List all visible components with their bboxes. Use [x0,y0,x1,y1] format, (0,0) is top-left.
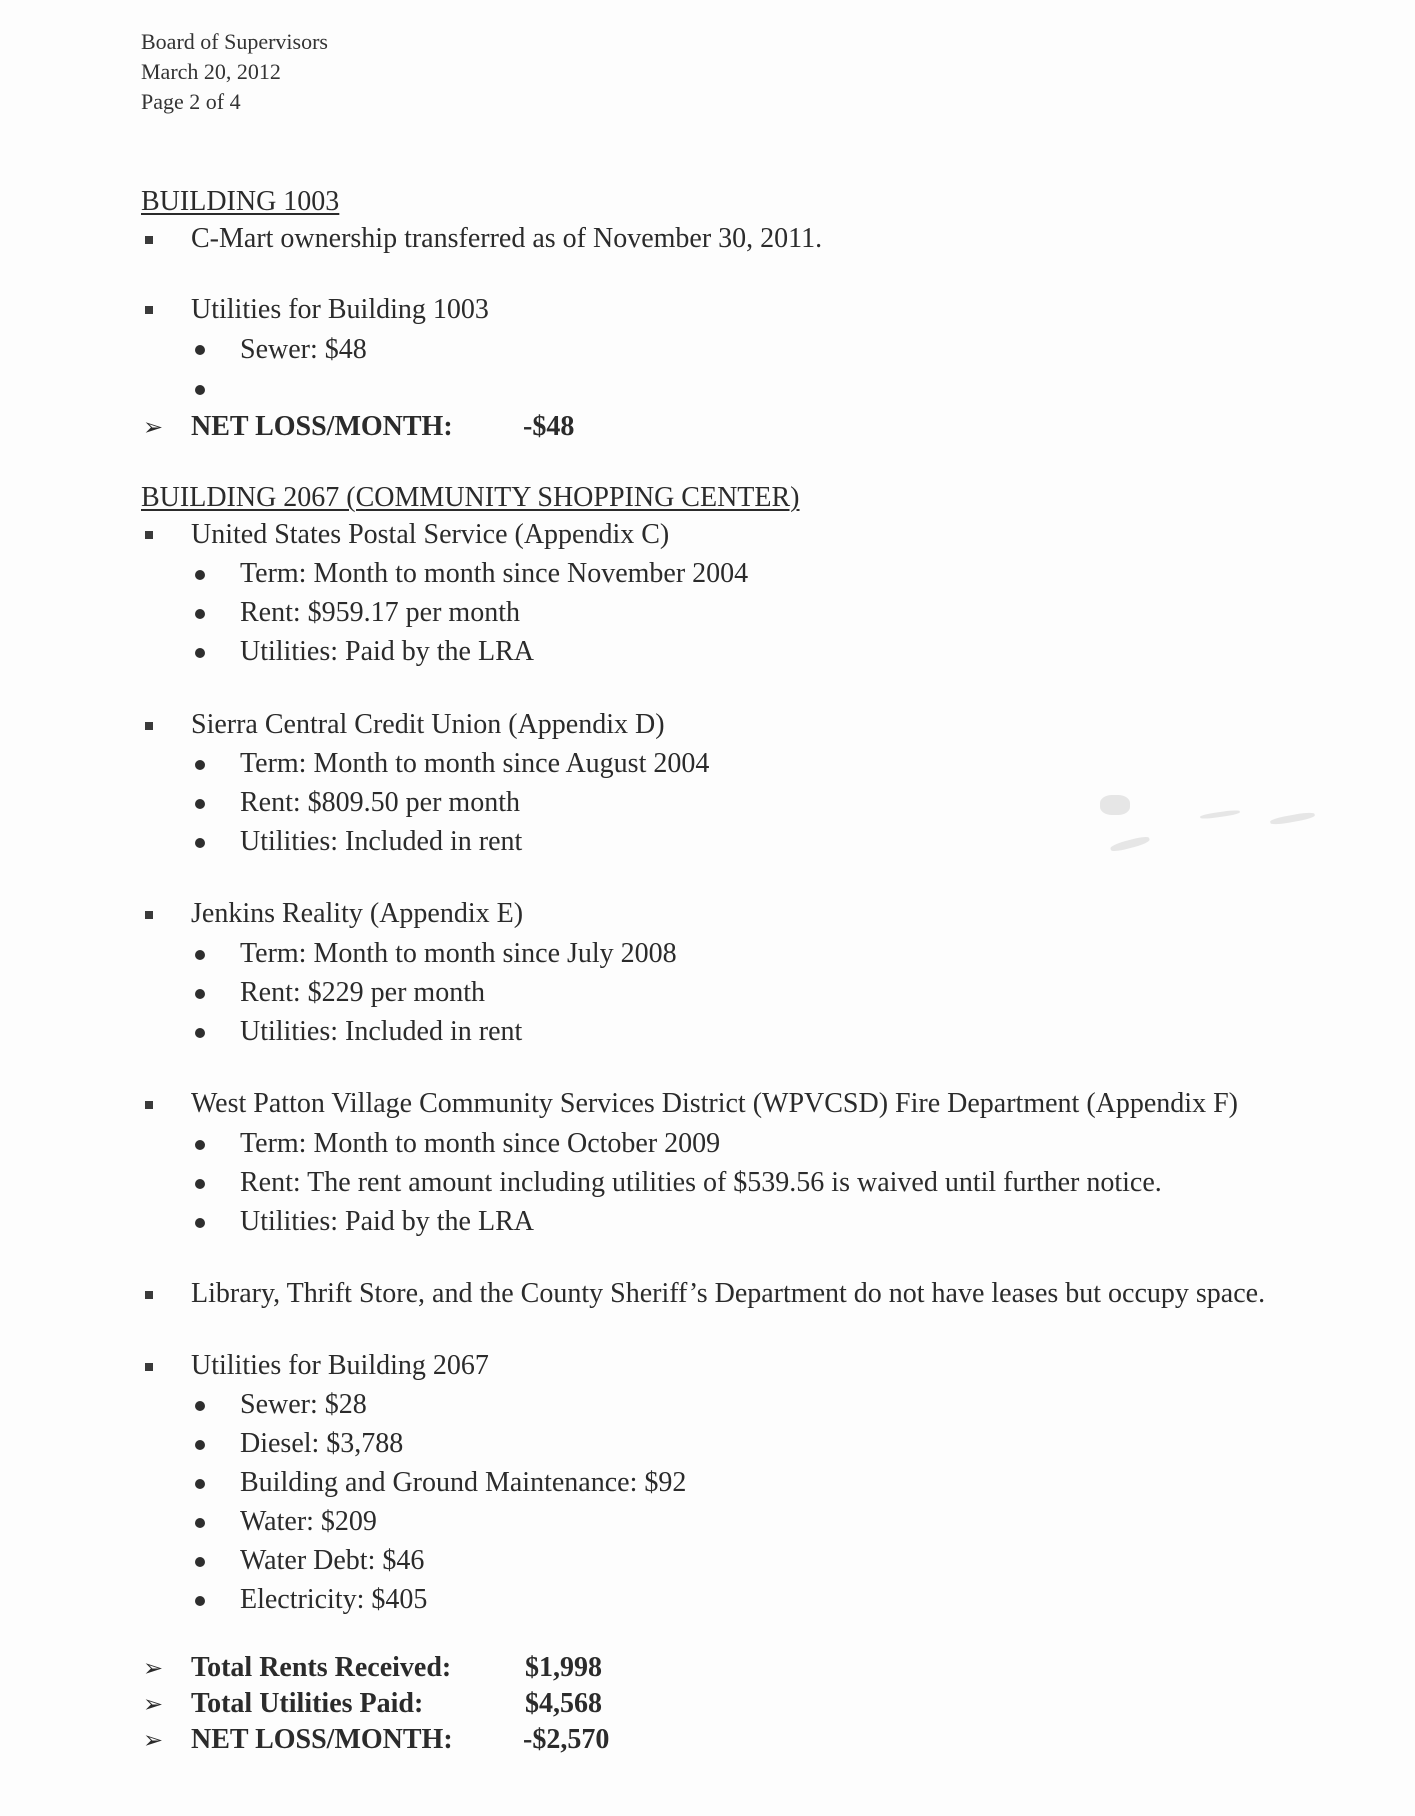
round-bullet-icon [195,760,205,770]
square-bullet-icon [145,1363,153,1371]
tenant-name: Jenkins Reality (Appendix E) [191,898,524,929]
total-rents-value: $1,998 [525,1652,602,1683]
tenant-rent: Rent: $959.17 per month [240,597,520,628]
round-bullet-icon [195,648,205,658]
square-bullet-icon [145,306,153,314]
header-board: Board of Supervisors [141,29,328,54]
header-date: March 20, 2012 [141,59,281,84]
round-bullet-icon [195,1218,205,1228]
utility-item: Sewer: $28 [240,1389,367,1420]
net-loss-label: NET LOSS/MONTH: [191,411,453,442]
round-bullet-icon [195,1557,205,1567]
round-bullet-icon [195,1440,205,1450]
round-bullet-icon [195,1518,205,1528]
scan-smudge [1100,795,1130,815]
square-bullet-icon [145,1291,153,1299]
round-bullet-icon [195,345,205,355]
utility-item: Electricity: $405 [240,1584,428,1615]
tenant-rent: Rent: $809.50 per month [240,787,520,818]
tenant-utilities: Utilities: Included in rent [240,826,523,857]
net-loss-label: NET LOSS/MONTH: [191,1724,453,1755]
tenant-rent: Rent: $229 per month [240,977,485,1008]
round-bullet-icon [195,989,205,999]
round-bullet-icon [195,1179,205,1189]
tenant-term: Term: Month to month since October 2009 [240,1128,721,1159]
tenant-utilities: Utilities: Paid by the LRA [240,1206,534,1237]
tenant-name: United States Postal Service (Appendix C) [191,519,670,550]
round-bullet-icon [195,385,205,395]
round-bullet-icon [195,1140,205,1150]
total-rents-label: Total Rents Received: [191,1652,452,1683]
tenant-name: West Patton Village Community Services District (WPVCSD) Fire Department (Appendix F) [191,1088,1238,1119]
round-bullet-icon [195,1401,205,1411]
utility-item: Building and Ground Maintenance: $92 [240,1467,687,1498]
round-bullet-icon [195,950,205,960]
round-bullet-icon [195,1596,205,1606]
list-item: Utilities for Building 1003 [191,294,489,325]
scan-smudge [1110,835,1151,853]
page-header [141,27,328,117]
no-lease-note: Library, Thrift Store, and the County Sheriff’s Department do not have leases but occupy space. [191,1278,1266,1309]
round-bullet-icon [195,570,205,580]
tenant-utilities: Utilities: Included in rent [240,1016,523,1047]
utility-item: Diesel: $3,788 [240,1428,404,1459]
total-utilities-value: $4,568 [525,1688,602,1719]
arrow-bullet-icon: ➢ [143,413,164,441]
net-loss-value: -$2,570 [523,1724,610,1755]
scan-smudge [1200,809,1240,820]
sub-list-item: Sewer: $48 [240,334,367,365]
square-bullet-icon [145,1101,153,1109]
round-bullet-icon [195,1479,205,1489]
tenant-term: Term: Month to month since August 2004 [240,748,710,779]
header-page-number: Page 2 of 4 [141,89,241,114]
net-loss-value: -$48 [523,411,575,442]
square-bullet-icon [145,911,153,919]
round-bullet-icon [195,1028,205,1038]
arrow-bullet-icon: ➢ [143,1654,164,1682]
arrow-bullet-icon: ➢ [143,1690,164,1718]
scan-smudge [1270,811,1316,826]
round-bullet-icon [195,609,205,619]
tenant-term: Term: Month to month since July 2008 [240,938,677,969]
building-2067-title: BUILDING 2067 (COMMUNITY SHOPPING CENTER) [141,482,800,513]
tenant-name: Sierra Central Credit Union (Appendix D) [191,709,665,740]
tenant-term: Term: Month to month since November 2004 [240,558,749,589]
utility-item: Water: $209 [240,1506,377,1537]
square-bullet-icon [145,236,153,244]
utility-item: Water Debt: $46 [240,1545,425,1576]
round-bullet-icon [195,799,205,809]
square-bullet-icon [145,722,153,730]
list-item: C-Mart ownership transferred as of November 30, 2011. [191,223,823,254]
building-1003-title: BUILDING 1003 [141,186,340,217]
total-utilities-label: Total Utilities Paid: [191,1688,424,1719]
round-bullet-icon [195,838,205,848]
tenant-rent: Rent: The rent amount including utilities of $539.56 is waived until further notice. [240,1167,1162,1198]
utilities-title: Utilities for Building 2067 [191,1350,489,1381]
tenant-utilities: Utilities: Paid by the LRA [240,636,534,667]
arrow-bullet-icon: ➢ [143,1726,164,1754]
square-bullet-icon [145,531,153,539]
